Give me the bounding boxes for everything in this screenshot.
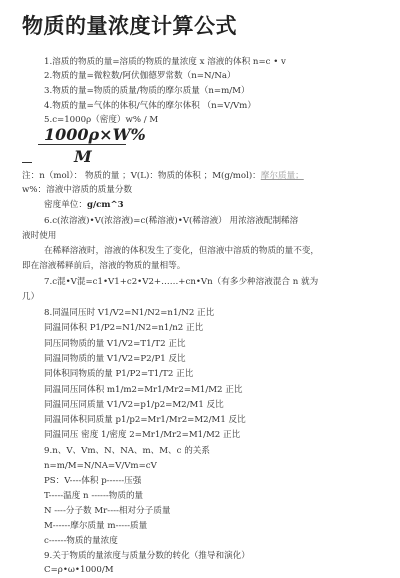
relation-line: n=m/M=N/NA=V/Vm=cV bbox=[44, 461, 157, 471]
molar-mass-link[interactable]: 摩尔质量； bbox=[260, 171, 304, 181]
gas-law-line: 同温同压同质量 V1/V2=p1/p2=M2/M1 反比 bbox=[44, 400, 224, 410]
gas-law-line: 同温同物质的量 V1/V2=P2/P1 反比 bbox=[44, 354, 186, 364]
gas-law-line: 同压同物质的量 V1/V2=T1/T2 正比 bbox=[44, 339, 186, 349]
gas-law-line: 同体积同物质的量 P1/P2=T1/T2 正比 bbox=[44, 369, 194, 379]
relation-line: PS：V----体积 p------压强 bbox=[44, 476, 142, 486]
short-divider bbox=[22, 162, 32, 163]
relation-line: 9.n、V、Vm、N、NA、m、M、c 的关系 bbox=[44, 446, 210, 456]
gas-law-line: 8.同温同压时 V1/V2=N1/N2=n1/N2 正比 bbox=[44, 308, 215, 318]
formula-line-2: 2.物质的量=微粒数/阿伏伽德罗常数（n=N/Na） bbox=[44, 71, 236, 81]
mixing-line-2: 几） bbox=[22, 292, 40, 302]
mixing-line-1: 7.c混•V混=c1•V1+c2•V2+……+cn•Vn（有多少种溶液混合 n 就为 bbox=[44, 277, 319, 287]
dilution-line-4: 即在溶液稀释前后，溶液的物质的量相等。 bbox=[22, 261, 186, 271]
note-mass-fraction: w%：溶液中溶质的质量分数 bbox=[22, 185, 133, 195]
density-unit: g/cm^3 bbox=[86, 200, 124, 210]
formula-line-5: 5.c=1000ρ（密度）w% / M bbox=[44, 115, 159, 125]
relation-line: T-----温度 n ------物质的量 bbox=[44, 491, 144, 501]
relation-line: M------摩尔质量 m-----质量 bbox=[44, 521, 148, 531]
density-line bbox=[44, 200, 124, 211]
relation-line: 9.关于物质的量浓度与质量分数的转化（推导和演化） bbox=[44, 551, 250, 561]
gas-law-line: 同温同体积同质量 p1/p2=Mr1/Mr2=M2/M1 反比 bbox=[44, 415, 246, 425]
fraction-denominator: M bbox=[74, 147, 92, 166]
gas-law-line: 同温同压 密度 1/密度 2=Mr1/Mr2=M1/M2 正比 bbox=[44, 430, 241, 440]
note-prefix: 注：n（mol）： 物质的量 ；V(L)：物质的体积 ；M(g/mol)： bbox=[22, 171, 261, 181]
dilution-line-3: 在稀释溶液时，溶液的体积发生了变化，但溶液中溶质的物质的量不变， bbox=[44, 246, 320, 256]
gas-law-line: 同温同体积 P1/P2=N1/N2=n1/n2 正比 bbox=[44, 323, 204, 333]
formula-line-1: 1.溶质的物质的量=溶质的物质的量浓度 x 溶液的体积 n=c • v bbox=[44, 57, 286, 67]
fraction-bar bbox=[38, 144, 126, 145]
relation-line: c------物质的量浓度 bbox=[44, 536, 118, 546]
dilution-line-2: 液时使用 bbox=[22, 231, 57, 241]
gas-law-line: 同温同压同体积 m1/m2=Mr1/Mr2=M1/M2 正比 bbox=[44, 385, 243, 395]
note-line bbox=[22, 171, 304, 182]
dilution-line-1: 6.c(浓溶液)•V(浓溶液)=c(稀溶液)•V(稀溶液） 用浓溶液配制稀溶 bbox=[44, 216, 299, 226]
page-title: 物质的量浓度计算公式 bbox=[22, 13, 237, 38]
formula-line-4: 4.物质的量=气体的体积/气体的摩尔体积 （n=V/Vm） bbox=[44, 101, 256, 111]
fraction-numerator: 1000ρ×W% bbox=[44, 125, 146, 144]
relation-line: N ----分子数 Mr----相对分子质量 bbox=[44, 506, 171, 516]
formula-line-3: 3.物质的量=物质的质量/物质的摩尔质量（n=m/M） bbox=[44, 86, 250, 96]
relation-line: C=ρ•ω•1000/M bbox=[44, 565, 114, 575]
density-label: 密度单位： bbox=[44, 200, 87, 210]
